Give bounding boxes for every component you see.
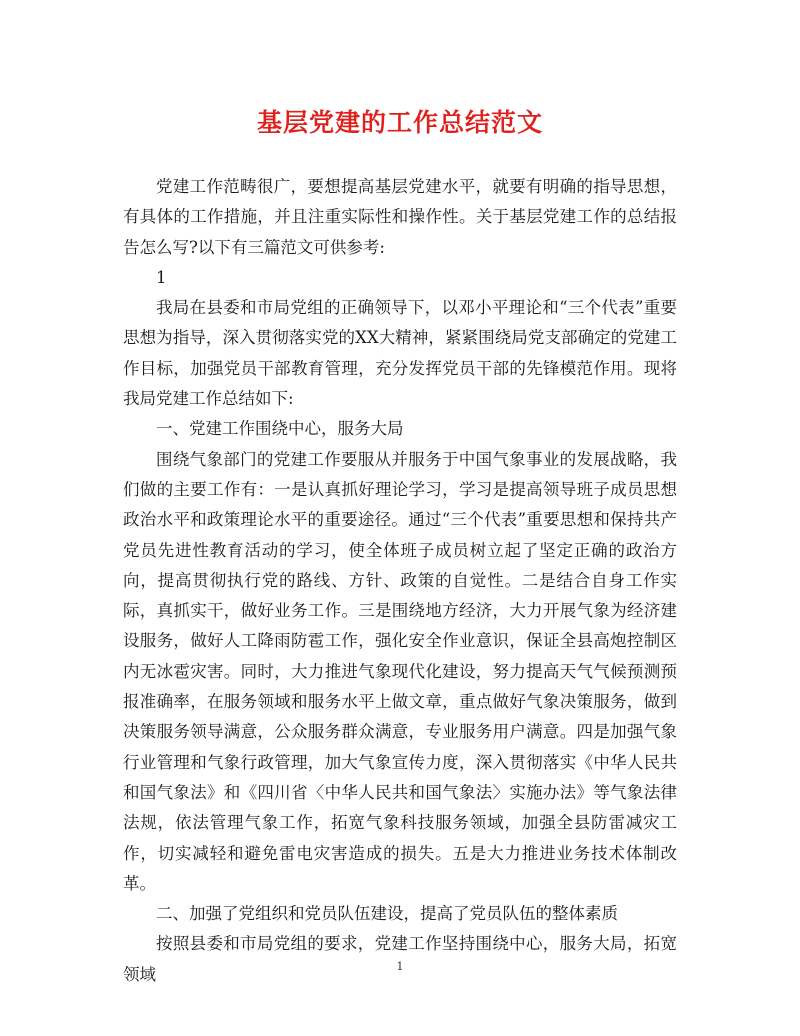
section-number: 1 [156, 267, 167, 287]
intro-paragraph: 党建工作范畴很广，要想提高基层党建水平，就要有明确的指导思想，有具体的工作措施，并且注重实际性和操作性。关于基层党建工作的总结报告怎么写?以下有三篇范文可供参考: [123, 177, 677, 257]
page-title: 基层党建的工作总结范文 [256, 108, 543, 137]
section-heading: 一、党建工作围绕中心，服务大局 [156, 419, 404, 439]
page-number: 1 [396, 960, 404, 973]
document-body [123, 172, 677, 990]
body-paragraph: 按照县委和市局党组的要求，党建工作坚持围绕中心，服务大局，拓宽领域 [123, 934, 677, 984]
body-paragraph: 围绕气象部门的党建工作要服从并服务于中国气象事业的发展战略，我们做的主要工作有：一是认真抓好理论学习，学习是提高领导班子成员思想政治水平和政策理论水平的重要途径。通过“三个代表”重要思想和保持共产党员先进性教育活动的学习，使全体班子成员树立起了坚定正确的政治方向，提高贯彻执行党的路线、方针、政策的自觉性。二是结合自身工作实际，真抓实干，做好业务工作。三是围绕地方经济，大力开展气象为经济建设服务，做好人工降雨防雹工作，强化安全作业意识，保证全县高炮控制区内无冰雹灾害。同时，大力推进气象现代化建设，努力提高天气气候预测预报准确率，在服务领域和服务水平上做文章，重点做好气象决策服务，做到决策服务领导满意，公众服务群众满意，专业服务用户满意。四是加强气象行业管理和气象行政管理，加大气象宣传力度，深入贯彻落实《中华人民共和国气象法》和《四川省〈中华人民共和国气象法〉实施办法》等气象法律法规，依法管理气象工作，拓宽气象科技服务领域，加强全县防雷减灾工作，切实减轻和避免雷电灾害造成的损失。五是大力推进业务技术体制改革。 [123, 449, 677, 893]
body-paragraph: 我局在县委和市局党组的正确领导下，以邓小平理论和“三个代表”重要思想为指导，深入贯彻落实党的XX大精神，紧紧围绕局党支部确定的党建工作目标，加强党员干部教育管理，充分发挥党员干部的先锋模范作用。现将我局党建工作总结如下: [123, 298, 677, 409]
section-heading: 二、加强了党组织和党员队伍建设，提高了党员队伍的整体素质 [156, 904, 618, 924]
